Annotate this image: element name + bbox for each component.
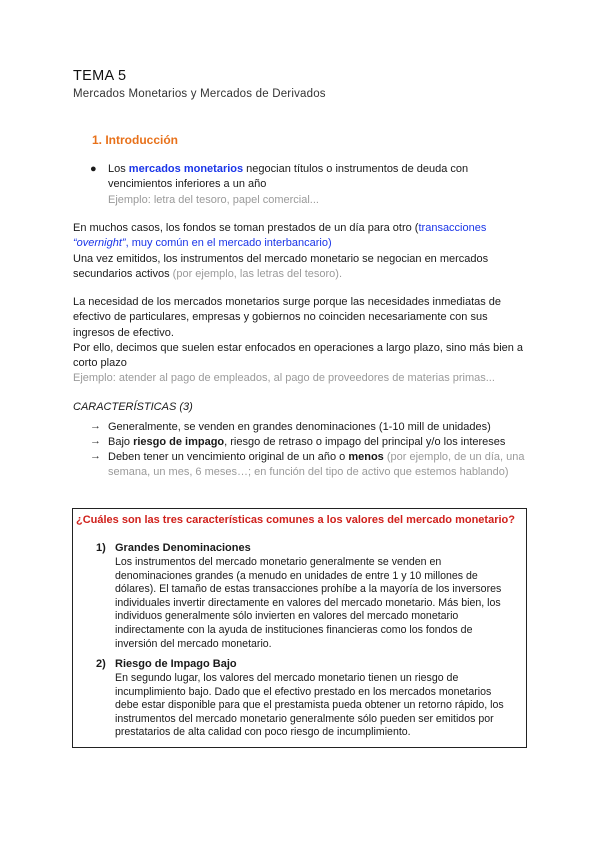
box-item-1-line: individuales invertir directamente en valores del mercado monetario. Más bien, los	[115, 596, 501, 609]
para1-line4-pre: secundarios activos	[73, 268, 173, 280]
para2-example: Ejemplo: atender al pago de empleados, al pago de proveedores de materias primas...	[73, 372, 495, 384]
para1-line-1	[73, 221, 486, 237]
arrow-right-icon: →	[90, 450, 101, 462]
caract3-bold: menos	[348, 451, 384, 463]
caract2-bold: riesgo de impago	[133, 436, 225, 448]
box-item-2-line: En segundo lugar, los valores del mercado monetario tienen un riesgo de	[115, 672, 459, 684]
para1-line1-pre: En muchos casos, los fondos se toman prestados de un día para otro (	[73, 222, 419, 234]
para1-line-4	[73, 267, 342, 283]
para2-line-4: Por ello, decimos que suelen estar enfocados en operaciones a largo plazo, sino más bien a	[73, 342, 524, 354]
caract2-pre: Bajo	[108, 436, 134, 448]
caracteristica-1: Generalmente, se venden en grandes denominaciones (1-10 mill de unidades)	[108, 421, 491, 433]
box-item-1-body	[115, 556, 501, 651]
caract3-gray: (por ejemplo, de un día, una	[383, 451, 525, 463]
para1-line1-blue: transacciones	[418, 222, 487, 234]
bullet-icon: ●	[90, 163, 97, 175]
para1-line4-gray: (por ejemplo, las letras del tesoro).	[172, 268, 343, 280]
caract3-pre: Deben tener un vencimiento original de un año o	[108, 451, 349, 463]
box-item-1-line: denominaciones grandes (a menudo en unidades de entre 1 y 10 millones de	[115, 569, 478, 582]
box-item-1-line: indirectamente con la ayuda de instituciones financieras como los fondos de	[115, 623, 473, 636]
para2-line-5: corto plazo	[73, 357, 127, 369]
para2-line-2: efectivo de particulares, empresas y gobiernos no coinciden necesariamente con sus	[73, 311, 488, 323]
box-item-1-number: 1)	[96, 542, 106, 554]
box-item-1-line: Los instrumentos del mercado monetario generalmente se venden en	[115, 556, 442, 568]
box-item-1-title: Grandes Denominaciones	[115, 542, 251, 554]
para2-line-3: ingresos de efectivo.	[73, 327, 174, 339]
para1-line2-blue: , muy común en el mercado interbancario)	[125, 237, 332, 249]
bullet-highlight: mercados monetarios	[128, 163, 244, 175]
box-item-2-number: 2)	[96, 658, 106, 670]
box-item-2-body	[115, 672, 504, 740]
bullet-example: Ejemplo: letra del tesoro, papel comercial...	[108, 194, 319, 206]
bullet-pre: Los	[108, 163, 129, 175]
arrow-right-icon: →	[90, 420, 101, 432]
box-item-1-line: individuos generalmente sólo invierten en valores del mercado monetario	[115, 610, 459, 623]
caracteristicas-title: CARACTERÍSTICAS (3)	[73, 401, 193, 413]
box-item-2-line: incumplimiento bajo. Dado que el efectivo prestado en los mercados monetarios	[115, 685, 492, 698]
box-item-2-line: debe estar disponible para que el prestamista pueda obtener un retorno rápido, los	[115, 699, 504, 712]
para1-overnight: “overnight”	[73, 237, 126, 249]
box-item-2-line: prestatarios de alta calidad con poco riesgo de incumplimiento.	[115, 726, 411, 739]
caracteristica-3	[108, 450, 524, 466]
section-title: 1. Introducción	[92, 133, 179, 147]
page-subtitle: Mercados Monetarios y Mercados de Derivados	[73, 88, 326, 100]
caracteristica-2	[108, 435, 505, 451]
box-item-2-line: instrumentos del mercado monetario generalmente sólo pueden ser emitidos por	[115, 712, 494, 725]
para2-line-1: La necesidad de los mercados monetarios surge porque las necesidades inmediatas de	[73, 296, 502, 308]
box-item-1-line: dólares). El tamaño de estas transacciones prohíbe a la mayoría de los inversores	[115, 583, 502, 596]
para1-line-2	[73, 236, 332, 252]
caract2-post: , riesgo de retraso o impago del principal y/o los intereses	[224, 436, 506, 448]
box-item-1-line: inversión del mercado monetario.	[115, 637, 272, 650]
bullet-line-1	[108, 162, 468, 178]
caracteristica-3-line-2: semana, un mes, 6 meses…; en función del tipo de activo que estemos hablando)	[108, 466, 509, 478]
box-question: ¿Cuáles son las tres características comunes a los valores del mercado monetario?	[76, 514, 515, 526]
bullet-line-2: vencimientos inferiores a un año	[108, 178, 267, 190]
box-item-2-title: Riesgo de Impago Bajo	[115, 658, 237, 670]
bullet-post: negocian títulos o instrumentos de deuda con	[243, 163, 469, 175]
page-title: TEMA 5	[73, 68, 127, 84]
arrow-right-icon: →	[90, 435, 101, 447]
para1-line-3: Una vez emitidos, los instrumentos del mercado monetario se negocian en mercados	[73, 253, 489, 265]
